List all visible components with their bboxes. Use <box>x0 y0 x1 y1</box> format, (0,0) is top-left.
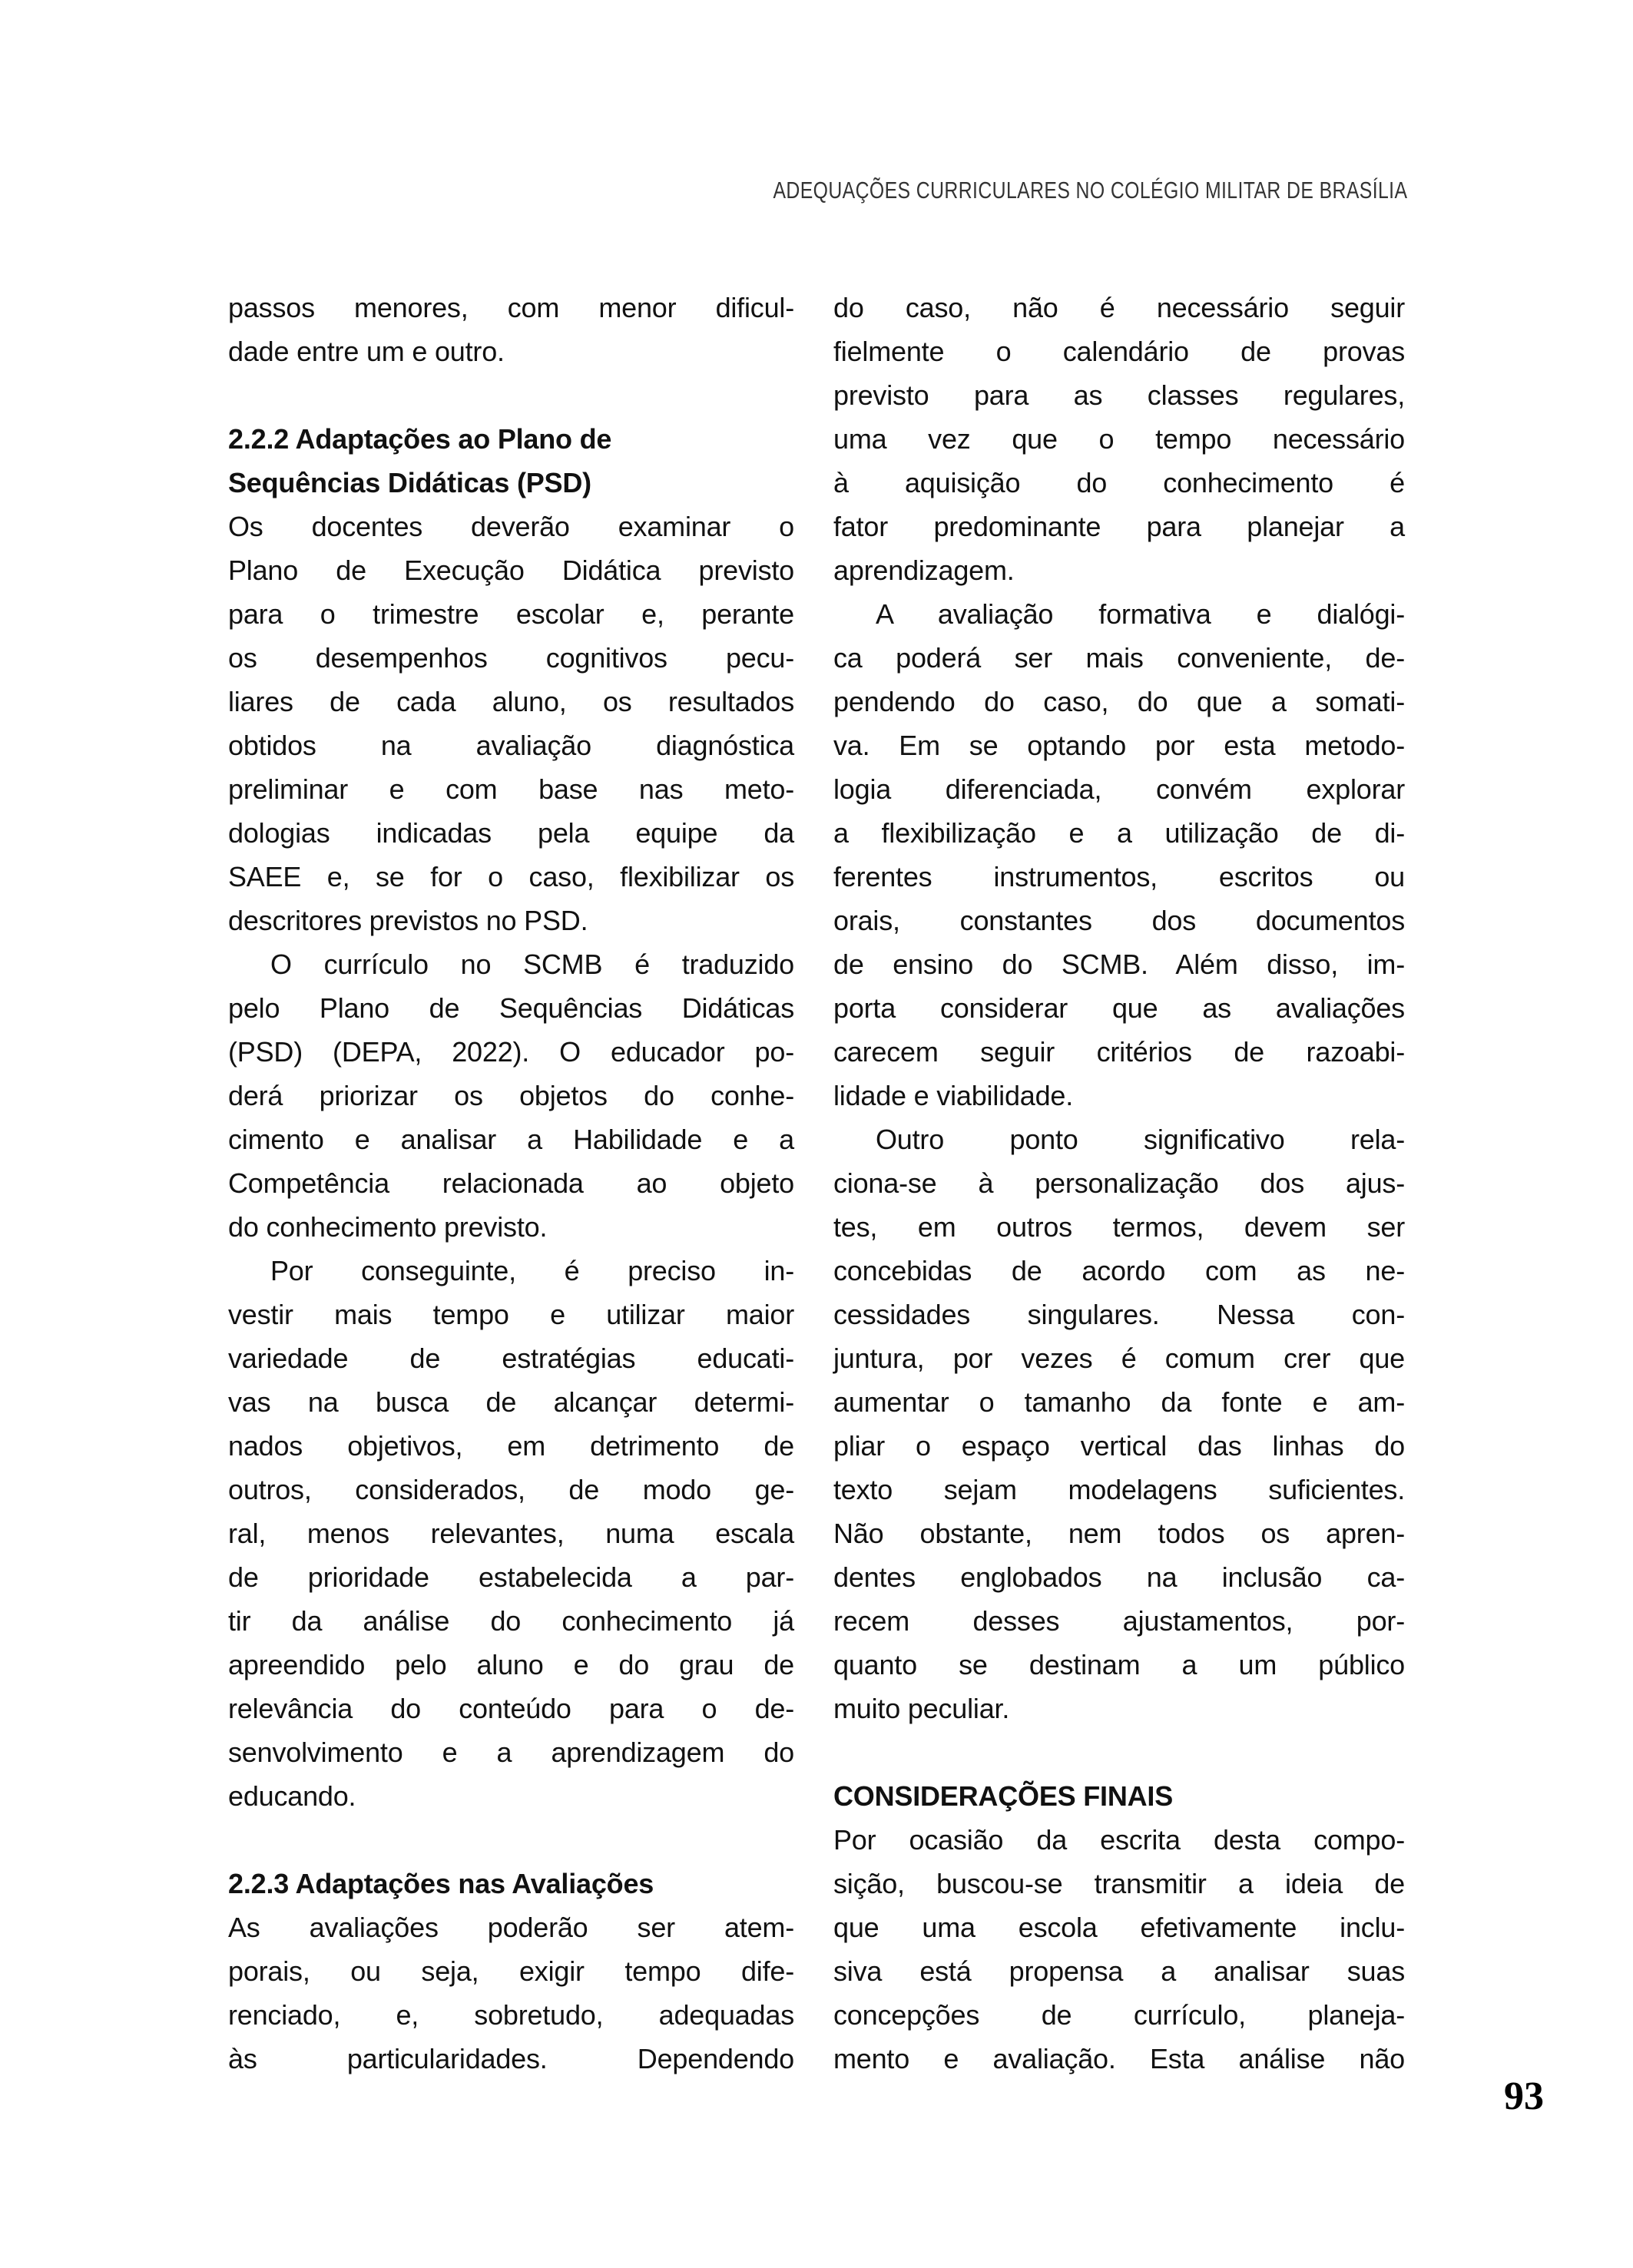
running-header: ADEQUAÇÕES CURRICULARES NO COLÉGIO MILITAR DE BRASÍLIA <box>773 177 1407 204</box>
text-line: O currículo no SCMB é traduzido <box>270 949 794 980</box>
text-line: concepções de currículo, planeja- <box>833 1999 1405 2031</box>
text-line: lidade e viabilidade. <box>833 1080 1074 1111</box>
text-line: aumentar o tamanho da fonte e am- <box>833 1386 1405 1418</box>
text-line: quanto se destinam a um público <box>833 1649 1405 1680</box>
text-line: As avaliações poderão ser atem- <box>228 1912 794 1943</box>
text-line: fielmente o calendário de provas <box>833 336 1405 367</box>
text-line: os desempenhos cognitivos pecu- <box>228 642 794 674</box>
text-line: de ensino do SCMB. Além disso, im- <box>833 949 1405 980</box>
text-line: carecem seguir critérios de razoabi- <box>833 1036 1405 1068</box>
text-line: educando. <box>228 1780 356 1812</box>
text-line: orais, constantes dos documentos <box>833 905 1405 936</box>
text-line: siva está propensa a analisar suas <box>833 1955 1405 1987</box>
text-line: SAEE e, se for o caso, flexibilizar os <box>228 861 794 892</box>
text-line: dade entre um e outro. <box>228 336 505 367</box>
text-line: dologias indicadas pela equipe da <box>228 817 794 849</box>
text-line: obtidos na avaliação diagnóstica <box>228 730 794 761</box>
text-line: ral, menos relevantes, numa escala <box>228 1518 794 1549</box>
text-line: à aquisição do conhecimento é <box>833 467 1405 498</box>
text-line: de prioridade estabelecida a par- <box>228 1561 794 1593</box>
text-line: previsto para as classes regulares, <box>833 379 1405 411</box>
text-line: Outro ponto significativo rela- <box>876 1124 1405 1155</box>
text-line: do caso, não é necessário seguir <box>833 292 1405 323</box>
text-line: preliminar e com base nas meto- <box>228 773 794 805</box>
text-line: tir da análise do conhecimento já <box>228 1605 794 1637</box>
text-line: dentes englobados na inclusão ca- <box>833 1561 1405 1593</box>
text-line: senvolvimento e a aprendizagem do <box>228 1737 794 1768</box>
text-line: renciado, e, sobretudo, adequadas <box>228 1999 794 2031</box>
text-line: liares de cada aluno, os resultados <box>228 686 794 717</box>
text-line: concebidas de acordo com as ne- <box>833 1255 1405 1286</box>
text-line: aprendizagem. <box>833 555 1015 586</box>
text-line: va. Em se optando por esta metodo- <box>833 730 1405 761</box>
text-line: ca poderá ser mais conveniente, de- <box>833 642 1405 674</box>
text-line: Os docentes deverão examinar o <box>228 511 794 542</box>
text-line: pelo Plano de Sequências Didáticas <box>228 992 794 1024</box>
text-line: ferentes instrumentos, escritos ou <box>833 861 1405 892</box>
text-line: às particularidades. Dependendo <box>228 2043 794 2074</box>
text-line: apreendido pelo aluno e do grau de <box>228 1649 794 1680</box>
text-line: uma vez que o tempo necessário <box>833 423 1405 455</box>
text-line: tes, em outros termos, devem ser <box>833 1211 1405 1243</box>
text-line: descritores previstos no PSD. <box>228 905 588 936</box>
text-line: nados objetivos, em detrimento de <box>228 1430 794 1462</box>
text-line: Plano de Execução Didática previsto <box>228 555 794 586</box>
text-line: que uma escola efetivamente inclu- <box>833 1912 1405 1943</box>
text-line: Competência relacionada ao objeto <box>228 1167 794 1199</box>
text-line: A avaliação formativa e dialógi- <box>876 598 1405 630</box>
text-line: porais, ou seja, exigir tempo dife- <box>228 1955 794 1987</box>
section-heading: 2.2.3 Adaptações nas Avaliações <box>228 1868 654 1899</box>
text-line: derá priorizar os objetos do conhe- <box>228 1080 794 1111</box>
text-line: para o trimestre escolar e, perante <box>228 598 794 630</box>
text-line: Por conseguinte, é preciso in- <box>270 1255 794 1286</box>
text-line: cessidades singulares. Nessa con- <box>833 1299 1405 1330</box>
text-line: Não obstante, nem todos os apren- <box>833 1518 1405 1549</box>
text-line: porta considerar que as avaliações <box>833 992 1405 1024</box>
section-heading: Sequências Didáticas (PSD) <box>228 467 591 498</box>
text-line: pliar o espaço vertical das linhas do <box>833 1430 1405 1462</box>
text-column-left <box>228 286 794 2081</box>
text-line: variedade de estratégias educati- <box>228 1343 794 1374</box>
text-line: a flexibilização e a utilização de di- <box>833 817 1405 849</box>
text-column-right <box>833 286 1405 2081</box>
text-line: do conhecimento previsto. <box>228 1211 548 1243</box>
text-line: relevância do conteúdo para o de- <box>228 1693 794 1724</box>
text-line: fator predominante para planejar a <box>833 511 1405 542</box>
text-line: vas na busca de alcançar determi- <box>228 1386 794 1418</box>
section-heading: CONSIDERAÇÕES FINAIS <box>833 1780 1174 1812</box>
text-line: texto sejam modelagens suficientes. <box>833 1474 1405 1505</box>
text-line: logia diferenciada, convém explorar <box>833 773 1405 805</box>
text-line: mento e avaliação. Esta análise não <box>833 2043 1405 2074</box>
text-line: Por ocasião da escrita desta compo- <box>833 1824 1405 1856</box>
text-line: muito peculiar. <box>833 1693 1010 1724</box>
text-line: juntura, por vezes é comum crer que <box>833 1343 1405 1374</box>
page-number: 93 <box>1504 2074 1544 2118</box>
text-line: recem desses ajustamentos, por- <box>833 1605 1405 1637</box>
text-line: ciona-se à personalização dos ajus- <box>833 1167 1405 1199</box>
text-line: passos menores, com menor dificul- <box>228 292 794 323</box>
text-line: (PSD) (DEPA, 2022). O educador po- <box>228 1036 794 1068</box>
text-line: vestir mais tempo e utilizar maior <box>228 1299 794 1330</box>
text-line: sição, buscou-se transmitir a ideia de <box>833 1868 1405 1899</box>
text-line: outros, considerados, de modo ge- <box>228 1474 794 1505</box>
section-heading: 2.2.2 Adaptações ao Plano de <box>228 423 612 455</box>
text-line: cimento e analisar a Habilidade e a <box>228 1124 794 1155</box>
text-line: pendendo do caso, do que a somati- <box>833 686 1405 717</box>
